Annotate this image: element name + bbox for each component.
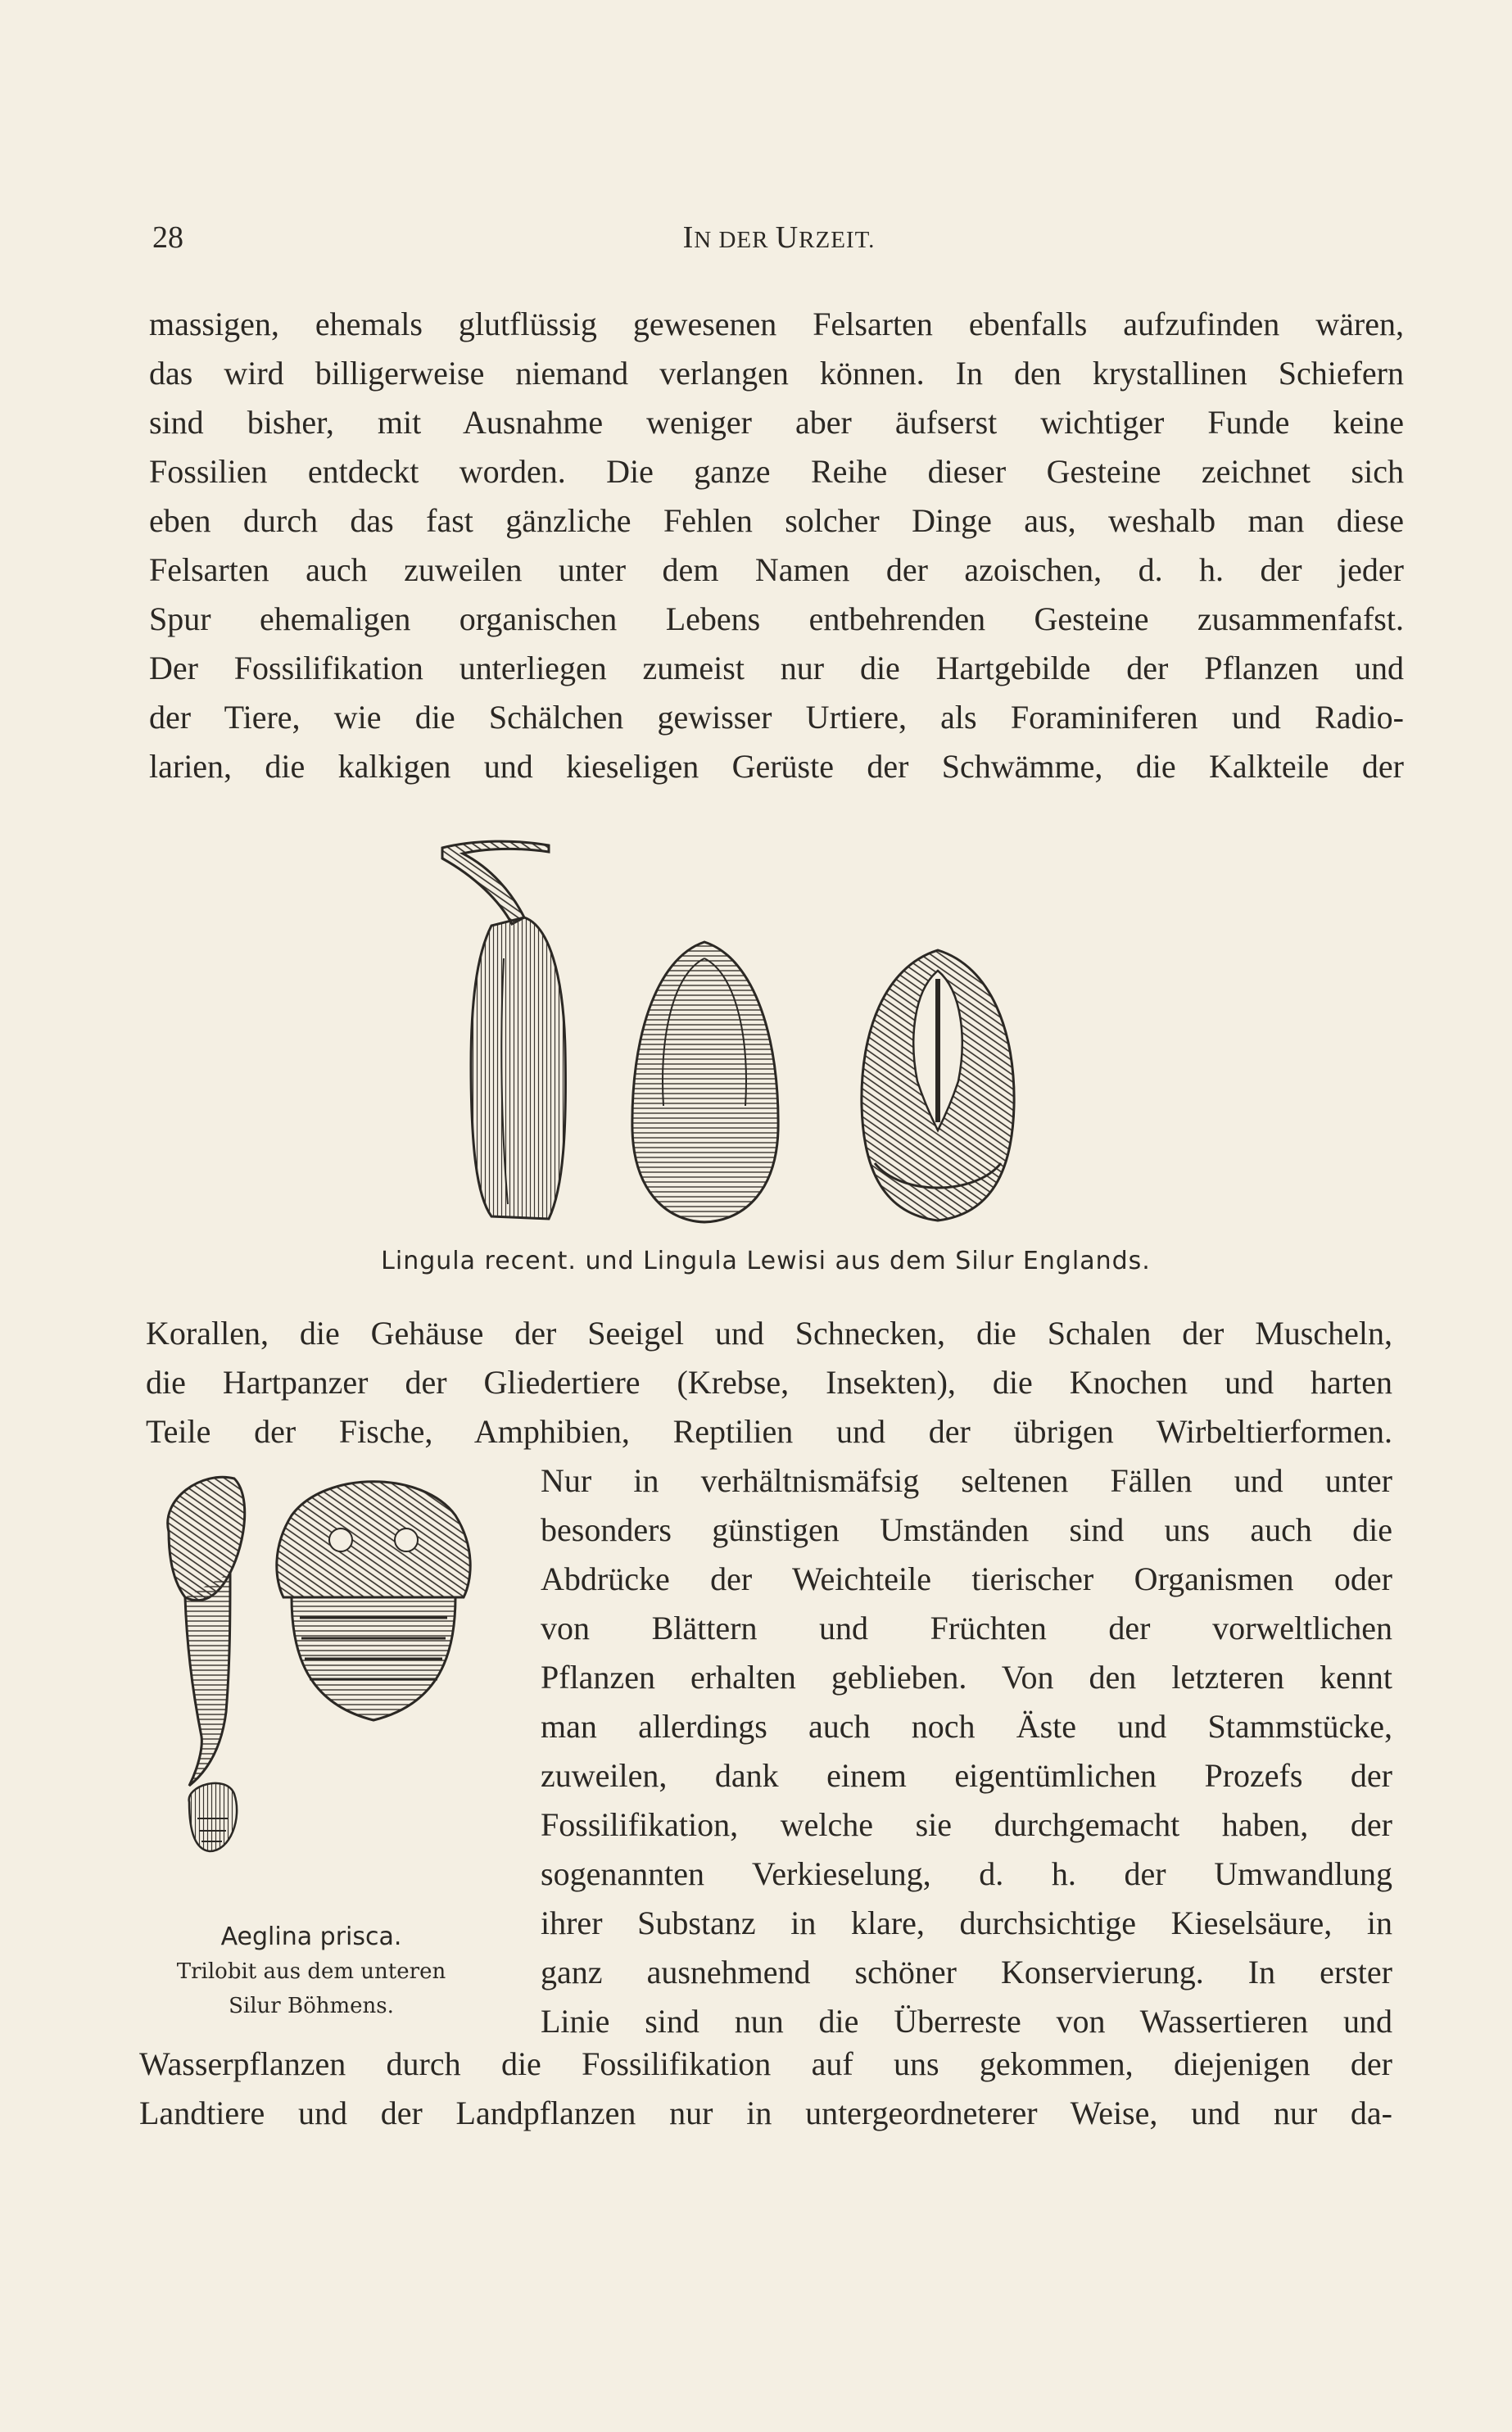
text-line: sind bisher, mit Ausnahme weniger aber äufserst wichtiger Funde keine: [149, 404, 1404, 441]
text-line: Landtiere und der Landpflanzen nur in untergeordneterer Weise, und nur da-: [139, 2095, 1392, 2131]
text-line: Fossilien entdeckt worden. Die ganze Reihe dieser Gesteine zeichnet sich: [149, 453, 1404, 490]
text-line: massigen, ehemals glutflüssig gewesenen Felsarten ebenfalls aufzufinden wären,: [149, 306, 1404, 342]
text-line: Wasserpflanzen durch die Fossilifikation auf uns gekommen, diejenigen der: [139, 2045, 1392, 2082]
text-line: Fossilifikation, welche sie durchgemacht haben, der: [541, 1806, 1392, 1843]
text-line: der Tiere, wie die Schälchen gewisser Urtiere, als Foraminiferen und Radio-: [149, 699, 1404, 736]
title-initial-u: U: [775, 220, 799, 255]
trilobite-illustration: [152, 1466, 505, 1925]
text-line: Abdrücke der Weichteile tierischer Organismen oder: [541, 1560, 1392, 1597]
text-line: eben durch das fast gänzliche Fehlen solcher Dinge aus, weshalb man diese: [149, 502, 1404, 539]
paragraph-4: [139, 2040, 1392, 2138]
text-line: larien, die kalkigen und kieseligen Gerüste der Schwämme, die Kalkteile der: [149, 748, 1404, 785]
running-title: [152, 220, 1406, 256]
page-header: [152, 220, 1406, 260]
text-line: Spur ehemaligen organischen Lebens entbehrenden Gesteine zusammenfafst.: [149, 600, 1404, 637]
lingula-recent-shell: [442, 841, 565, 1219]
text-line: Nur in verhältnismäfsig seltenen Fällen und unter: [541, 1462, 1392, 1499]
trilobite-top-view: [277, 1482, 470, 1720]
paragraph-1: [149, 300, 1404, 791]
text-line: ganz ausnehmend schöner Konservierung. In erster: [541, 1954, 1392, 1990]
figure-2-caption: [123, 1920, 500, 2023]
figure-2-line-3: Silur Böhmens.: [229, 1994, 394, 2018]
figure-2-line-2: Trilobit aus dem unteren: [176, 1959, 446, 1984]
text-line: das wird billigerweise niemand verlangen können. In den krystallinen Schiefern: [149, 355, 1404, 392]
text-line: man allerdings auch noch Äste und Stammstücke,: [541, 1708, 1392, 1745]
trilobite-side-view: [168, 1477, 245, 1786]
text-line: von Blättern und Früchten der vorweltlichen: [541, 1610, 1392, 1646]
title-part-1: N DER: [694, 227, 776, 253]
text-line: besonders günstigen Umständen sind uns auch die: [541, 1511, 1392, 1548]
text-line: Der Fossilifikation unterliegen zumeist nur die Hartgebilde der Pflanzen und: [149, 650, 1404, 686]
title-initial-i: I: [682, 220, 695, 255]
text-line: ihrer Substanz in klare, durchsichtige Kieselsäure, in: [541, 1904, 1392, 1941]
text-line: Teile der Fische, Amphibien, Reptilien und der übrigen Wirbeltierformen.: [146, 1413, 1392, 1450]
paragraph-3: [541, 1456, 1392, 2046]
page-number: 28: [152, 220, 183, 255]
figure-1-caption: Lingula recent. und Lingula Lewisi aus dem Silur Englands.: [381, 1247, 1151, 1275]
text-line: Linie sind nun die Überreste von Wassertieren und: [541, 2003, 1392, 2040]
lingula-lewisi-shell: [632, 942, 778, 1222]
title-part-2: RZEIT.: [799, 227, 876, 253]
lingula-illustration: [426, 836, 1114, 1229]
trilobite-small-view: [189, 1783, 237, 1851]
text-line: Pflanzen erhalten geblieben. Von den letzteren kennt: [541, 1659, 1392, 1696]
figure-2-title: Aeglina prisca.: [220, 1923, 402, 1951]
text-line: die Hartpanzer der Gliedertiere (Krebse, Insekten), die Knochen und harten: [146, 1364, 1392, 1401]
text-line: Korallen, die Gehäuse der Seeigel und Schnecken, die Schalen der Muscheln,: [146, 1315, 1392, 1352]
text-line: Felsarten auch zuweilen unter dem Namen der azoischen, d. h. der jeder: [149, 551, 1404, 588]
paragraph-2: [146, 1309, 1392, 1456]
text-line: sogenannten Verkieselung, d. h. der Umwandlung: [541, 1855, 1392, 1892]
text-line: zuweilen, dank einem eigentümlichen Prozefs der: [541, 1757, 1392, 1794]
lingula-lewisi-interior: [862, 950, 1014, 1221]
